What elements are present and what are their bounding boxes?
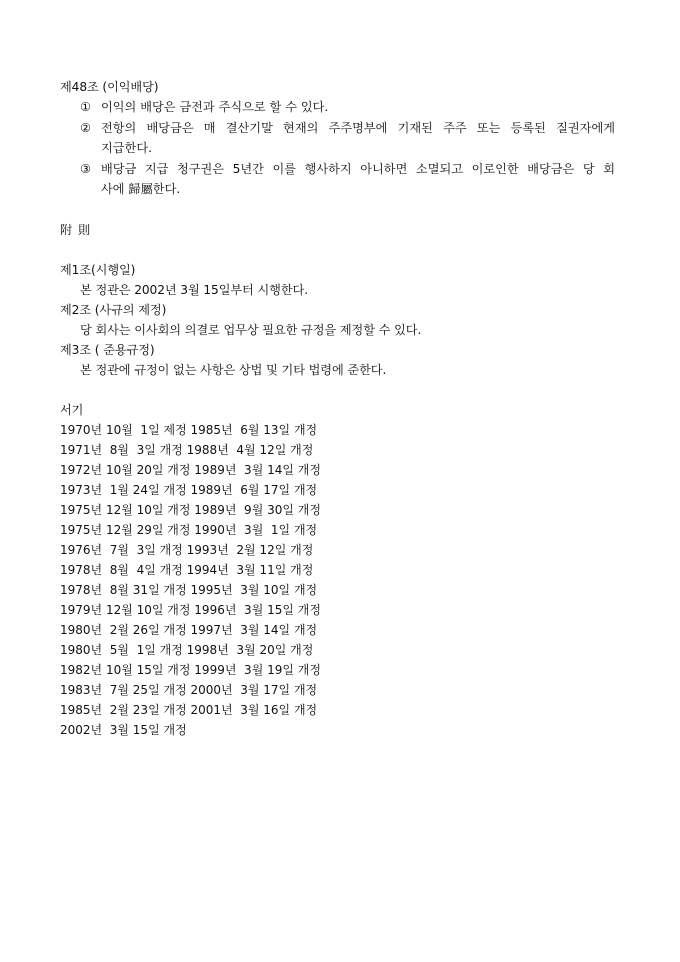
history-row: 1980년 2월 26일 개정 1997년 3월 14일 개정 [60,623,318,637]
item-3-line-2: 사에 歸屬한다. [101,182,181,196]
addenda-article-1-text: 본 정관은 2002년 3월 15일부터 시행한다. [80,283,308,297]
history-row: 1978년 8월 31일 개정 1995년 3월 10일 개정 [60,583,318,597]
history-row: 1971년 8월 3일 개정 1988년 4월 12일 개정 [60,443,314,457]
item-3-marker: ③ [80,162,91,176]
history-row: 1976년 7월 3일 개정 1993년 2월 12일 개정 [60,543,314,557]
item-2-line-2: 지급한다. [101,141,152,155]
history-row: 1975년 12월 10일 개정 1989년 9월 30일 개정 [60,503,321,517]
article-48-title: 제48조 (이익배당) [60,80,159,94]
addenda-article-2-title: 제2조 (사규의 제정) [60,303,167,317]
addenda-article-2-text: 당 회사는 이사회의 의결로 업무상 필요한 규정을 제정할 수 있다. [80,323,422,337]
history-row: 1980년 5월 1일 개정 1998년 3월 20일 개정 [60,643,314,657]
item-2-marker: ② [80,121,91,135]
item-3-line-1: 배당금 지급 청구권은 5년간 이를 행사하지 아니하면 소멸되고 이로인한 배당금은 당 회 [101,162,615,176]
history-row: 1985년 2월 23일 개정 2001년 3월 16일 개정 [60,703,318,717]
history-row: 1975년 12월 29일 개정 1990년 3월 1일 개정 [60,523,318,537]
addenda-heading: 附 則 [60,223,92,237]
history-row: 1983년 7월 25일 개정 2000년 3월 17일 개정 [60,683,318,697]
item-1-marker: ① [80,100,91,114]
history-row: 1973년 1월 24일 개정 1989년 6월 17일 개정 [60,483,318,497]
history-row: 2002년 3월 15일 개정 [60,723,187,737]
item-1-text: 이익의 배당은 금전과 주식으로 할 수 있다. [101,100,329,114]
item-2-line-1: 전항의 배당금은 매 결산기말 현재의 주주명부에 기재된 주주 또는 등록된 질권자에게 [101,121,615,135]
history-row: 1982년 10월 15일 개정 1999년 3월 19일 개정 [60,663,321,677]
addenda-article-1-title: 제1조(시행일) [60,263,136,277]
addenda-article-3-text: 본 정관에 규정이 없는 사항은 상법 및 기타 법령에 준한다. [80,363,387,377]
history-row: 1979년 12월 10일 개정 1996년 3월 15일 개정 [60,603,321,617]
history-heading: 서기 [60,403,84,417]
history-row: 1972년 10월 20일 개정 1989년 3월 14일 개정 [60,463,321,477]
addenda-article-3-title: 제3조 ( 준용규정) [60,343,155,357]
history-row: 1978년 8월 4일 개정 1994년 3월 11일 개정 [60,563,314,577]
history-row: 1970년 10월 1일 제정 1985년 6월 13일 개정 [60,423,318,437]
